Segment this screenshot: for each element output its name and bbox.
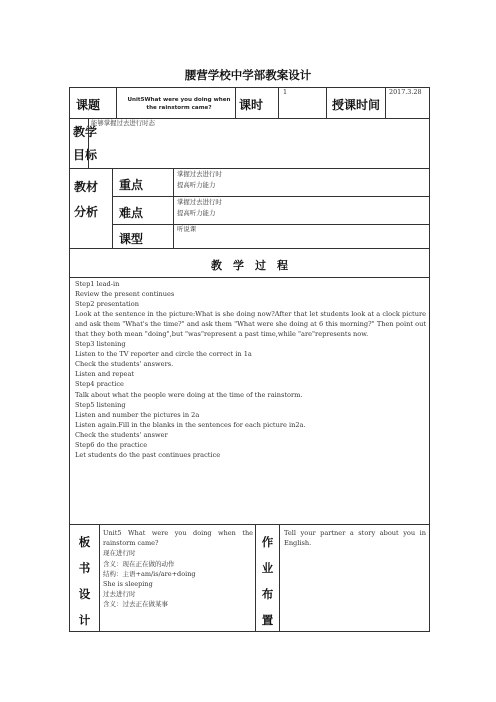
process-header: 教 学 过 程	[211, 259, 288, 272]
process-line: Step2 presentation	[75, 300, 139, 309]
process-line: Step1 lead-in	[75, 280, 120, 288]
diff-value-cell	[173, 196, 430, 225]
topic-value-cell	[116, 87, 236, 119]
diff-label-cell	[112, 196, 174, 225]
process-line: Check the students' answer	[75, 430, 168, 439]
hours-value-cell	[278, 87, 327, 119]
hours-label: 课时	[239, 98, 264, 112]
diff-line-2: 提高听力能力	[177, 209, 216, 217]
board-label-char: 设	[78, 587, 91, 601]
homework-label-char: 作	[261, 535, 274, 549]
process-line: Check the students' answers.	[75, 360, 174, 369]
board-line: 现在进行时	[103, 549, 136, 558]
process-line: Step6 do the practice	[75, 440, 148, 449]
board-label-char: 板	[78, 535, 91, 549]
process-line: Let students do the past continues practice	[75, 450, 221, 459]
board-value-cell	[99, 524, 256, 632]
date-value: 2017.3.28	[389, 88, 422, 96]
topic-value: Unit5What were you doing when the rainstorm came?	[127, 97, 231, 111]
key-label: 重点	[119, 178, 144, 192]
goal-label-line1: 教学	[73, 125, 98, 139]
board-line: 含义：过去正在做某事	[103, 600, 168, 609]
hours-label-cell	[235, 87, 279, 119]
process-header-cell	[69, 248, 430, 278]
date-label: 授课时间	[332, 98, 381, 112]
date-value-cell	[385, 87, 430, 119]
goal-label-line2: 目标	[73, 148, 98, 162]
homework-label-char: 布	[261, 587, 274, 601]
key-value-cell	[173, 168, 430, 197]
process-line: Step3 listening	[75, 340, 126, 349]
homework-label	[256, 529, 279, 632]
type-label-cell	[112, 224, 174, 249]
board-line: Unit5 What were you doing when the rainstorm came?	[103, 529, 253, 548]
board-label-char: 书	[78, 561, 91, 575]
homework-value: Tell your partner a story about you in English.	[284, 529, 426, 548]
key-line-1: 掌握过去进行时	[177, 170, 222, 178]
key-label-cell	[112, 168, 174, 197]
key-line-2: 提高听力能力	[177, 181, 216, 189]
diff-line-1: 掌握过去进行时	[177, 198, 222, 206]
analysis-label-line2: 分析	[74, 205, 99, 219]
hours-value: 1	[283, 88, 288, 96]
process-line: Talk about what the people were doing at the time of the rainstorm.	[75, 390, 303, 399]
date-label-cell	[326, 87, 386, 119]
homework-value-cell	[279, 524, 430, 632]
process-line: Look at the sentence in the picture:What is she doing now?After that let students look at a clock picture and ask them "What's the time?" and ask them "What were she doing at 6 this morning?" Then point out that they both mean "doing",but "was"represent a past time,while "are"represents now.	[75, 310, 426, 339]
process-line: Listen and repeat	[75, 370, 135, 379]
goal-value-cell	[88, 118, 430, 169]
board-label	[70, 529, 99, 632]
process-line: Step4 practice	[75, 380, 124, 389]
topic-label: 课题	[76, 98, 101, 112]
board-label-cell	[69, 524, 100, 632]
process-line: Listen to the TV reporter and circle the correct in 1a	[75, 350, 252, 359]
homework-label-cell	[255, 524, 280, 632]
diff-label: 难点	[119, 206, 144, 220]
type-label: 课型	[119, 232, 144, 246]
board-line: 结构：主语+am/is/are+doing	[103, 569, 196, 578]
board-label-char: 计	[78, 613, 91, 627]
analysis-label-cell	[69, 168, 113, 249]
analysis-label-line1: 教材	[74, 180, 99, 194]
board-text	[103, 528, 253, 610]
board-line: 含义：现在正在做的动作	[103, 559, 175, 568]
goal-value: 能够掌握过去进行时态	[91, 119, 155, 127]
homework-label-char: 业	[261, 561, 274, 575]
type-value: 听说课	[177, 225, 197, 233]
process-text	[75, 279, 426, 460]
topic-label-cell	[69, 87, 117, 119]
process-body-cell	[69, 277, 430, 525]
homework-label-char: 置	[261, 613, 274, 627]
page-title: 腰营学校中学部教案设计	[184, 68, 312, 82]
process-line: Listen again.Fill in the blanks in the sentences for each picture in2a.	[75, 420, 306, 429]
board-line: 过去进行时	[103, 590, 136, 599]
type-value-cell	[173, 224, 430, 249]
process-line: Listen and number the pictures in 2a	[75, 410, 200, 419]
process-line: Step5 listening	[75, 400, 126, 409]
process-line: Review the present continues	[75, 290, 175, 299]
board-line: She is sleeping	[103, 580, 153, 589]
